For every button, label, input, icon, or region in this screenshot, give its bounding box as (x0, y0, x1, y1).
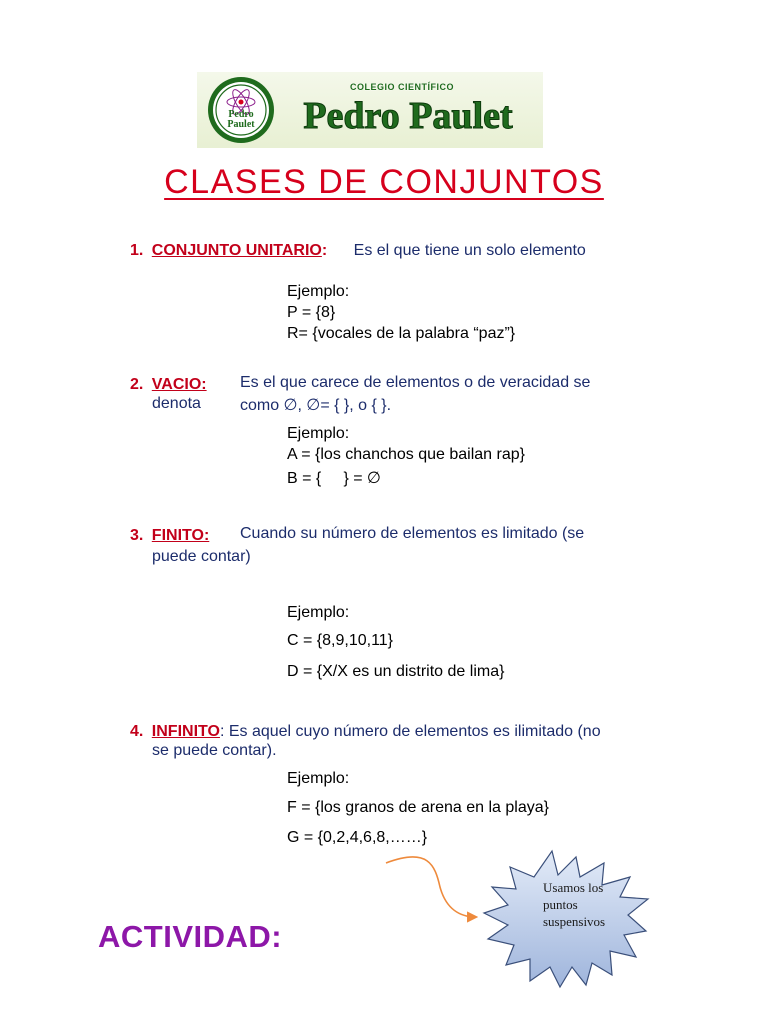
section-3-example-2: D = {X/X es un distrito de lima} (287, 663, 505, 680)
section-1-example-2: R= {vocales de la palabra “paz”} (287, 325, 516, 342)
section-2-example-2: B = { } = ∅ (287, 470, 381, 487)
section-2-heading: VACIO: (151, 376, 207, 393)
section-1-header (130, 240, 586, 261)
section-2-example-1: A = {los chanchos que bailan rap} (287, 446, 525, 463)
section-1-description: Es el que tiene un solo elemento (353, 242, 586, 259)
logo-name-text: Pedro Paulet (303, 95, 513, 137)
section-3-heading: FINITO: (151, 527, 210, 544)
school-logo (197, 72, 543, 148)
section-4-number: 4. (130, 723, 144, 740)
section-2-example-label: Ejemplo: (287, 425, 350, 442)
section-3-description-line1: Cuando su número de elementos es limitado (se (240, 525, 585, 542)
section-3-example-label: Ejemplo: (287, 604, 350, 621)
callout-text (543, 879, 643, 930)
section-1-example-label: Ejemplo: (287, 283, 350, 300)
section-4-header (130, 721, 601, 742)
section-2-description-line1: Es el que carece de elementos o de veracidad se (240, 374, 591, 391)
section-2-header (130, 374, 207, 395)
section-4-example-1: F = {los granos de arena en la playa} (287, 799, 549, 816)
section-1-heading-suffix: : (321, 242, 328, 259)
page-title (0, 163, 768, 202)
callout-line-3: suspensivos (543, 914, 606, 929)
section-3-number: 3. (130, 527, 144, 544)
section-4-description-line1: : Es aquel cuyo número de elementos es ilimitado (no (219, 723, 601, 740)
section-3-header (130, 525, 209, 546)
seal-name-line1: Pedro (228, 109, 254, 120)
callout-line-1: Usamos los (543, 880, 604, 895)
logo-header-text: COLEGIO CIENTÍFICO (349, 82, 455, 92)
section-1-number: 1. (130, 242, 144, 259)
section-4-description-line2: se puede contar). (152, 742, 277, 759)
section-4-example-label: Ejemplo: (287, 770, 350, 787)
section-4-example-2: G = {0,2,4,6,8,……} (287, 829, 428, 846)
section-3-description-line2: puede contar) (152, 548, 251, 565)
callout-line-2: puntos (543, 897, 578, 912)
section-3-example-1: C = {8,9,10,11} (287, 632, 394, 649)
section-2-description-line2b: como ∅, ∅= { }, o { }. (240, 397, 392, 414)
activity-heading: ACTIVIDAD: (98, 919, 283, 954)
section-1-heading: CONJUNTO UNITARIO (151, 242, 322, 259)
callout-arrow (386, 857, 476, 917)
section-2-number: 2. (130, 376, 144, 393)
section-4-heading: INFINITO (151, 723, 220, 740)
section-1-example-1: P = {8} (287, 304, 336, 321)
seal-name-line2: Paulet (227, 119, 255, 130)
page-title-text: CLASES DE CONJUNTOS (164, 163, 604, 201)
section-2-description-line2a: denota (152, 395, 201, 412)
